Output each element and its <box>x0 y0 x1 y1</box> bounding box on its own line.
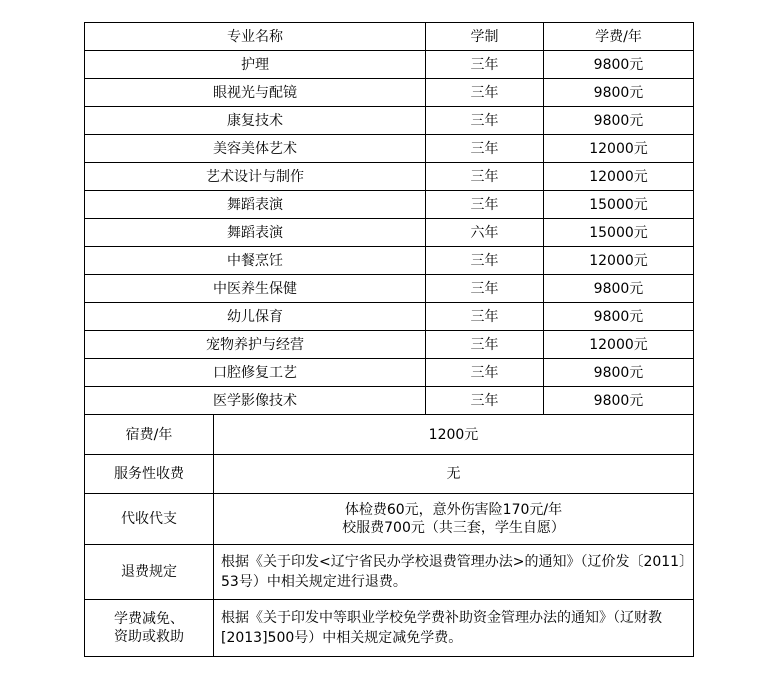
program-duration: 三年 <box>426 163 544 191</box>
program-row <box>85 359 694 387</box>
program-name: 口腔修复工艺 <box>85 359 426 387</box>
program-tuition: 9800元 <box>544 359 694 387</box>
program-name: 幼儿保育 <box>85 303 426 331</box>
refund-policy-row <box>85 545 694 600</box>
program-tuition: 9800元 <box>544 107 694 135</box>
agent-fee-line-2: 校服费700元（共三套，学生自愿） <box>342 520 565 536</box>
program-tuition: 12000元 <box>544 247 694 275</box>
header-tuition: 学费/年 <box>544 23 694 51</box>
dorm-fee-label: 宿费/年 <box>85 415 214 455</box>
program-row <box>85 79 694 107</box>
program-duration: 三年 <box>426 107 544 135</box>
program-duration: 六年 <box>426 219 544 247</box>
program-tuition: 9800元 <box>544 303 694 331</box>
program-row <box>85 387 694 415</box>
program-name: 舞蹈表演 <box>85 219 426 247</box>
program-duration: 三年 <box>426 191 544 219</box>
program-name: 美容美体艺术 <box>85 135 426 163</box>
tuition-table <box>84 22 694 657</box>
waiver-label <box>85 600 214 657</box>
program-duration: 三年 <box>426 387 544 415</box>
waiver-text: 根据《关于印发中等职业学校免学费补助资金管理办法的通知》（辽财教[2013]500号）中相关规定减免学费。 <box>214 600 694 657</box>
program-row <box>85 51 694 79</box>
program-tuition: 9800元 <box>544 387 694 415</box>
program-row <box>85 331 694 359</box>
program-tuition: 9800元 <box>544 51 694 79</box>
program-name: 医学影像技术 <box>85 387 426 415</box>
program-duration: 三年 <box>426 359 544 387</box>
program-tuition: 12000元 <box>544 331 694 359</box>
agent-fee-row <box>85 494 694 545</box>
table-header-row <box>85 23 694 51</box>
program-tuition: 12000元 <box>544 163 694 191</box>
program-row <box>85 107 694 135</box>
service-fee-value: 无 <box>214 455 694 494</box>
program-duration: 三年 <box>426 331 544 359</box>
program-tuition: 15000元 <box>544 219 694 247</box>
program-name: 中餐烹饪 <box>85 247 426 275</box>
program-name: 舞蹈表演 <box>85 191 426 219</box>
program-row <box>85 247 694 275</box>
program-tuition: 15000元 <box>544 191 694 219</box>
program-duration: 三年 <box>426 135 544 163</box>
program-name: 护理 <box>85 51 426 79</box>
program-row <box>85 135 694 163</box>
refund-policy-text: 根据《关于印发<辽宁省民办学校退费管理办法>的通知》（辽价发〔2011〕53号）中相关规定进行退费。 <box>214 545 694 600</box>
program-name: 眼视光与配镜 <box>85 79 426 107</box>
waiver-label-line-2: 资助或救助 <box>114 629 184 645</box>
program-name: 宠物养护与经营 <box>85 331 426 359</box>
program-tuition: 12000元 <box>544 135 694 163</box>
program-duration: 三年 <box>426 303 544 331</box>
waiver-label-line-1: 学费减免、 <box>114 611 184 627</box>
program-row <box>85 191 694 219</box>
program-row <box>85 303 694 331</box>
program-tuition: 9800元 <box>544 79 694 107</box>
agent-fee-value <box>214 494 694 545</box>
dorm-fee-row <box>85 415 694 455</box>
dorm-fee-value: 1200元 <box>214 415 694 455</box>
service-fee-label: 服务性收费 <box>85 455 214 494</box>
program-row <box>85 275 694 303</box>
program-duration: 三年 <box>426 79 544 107</box>
program-row <box>85 219 694 247</box>
program-name: 艺术设计与制作 <box>85 163 426 191</box>
program-name: 中医养生保健 <box>85 275 426 303</box>
program-row <box>85 163 694 191</box>
program-name: 康复技术 <box>85 107 426 135</box>
program-duration: 三年 <box>426 275 544 303</box>
agent-fee-line-1: 体检费60元，意外伤害险170元/年 <box>344 502 563 518</box>
waiver-row <box>85 600 694 657</box>
program-duration: 三年 <box>426 247 544 275</box>
header-duration: 学制 <box>426 23 544 51</box>
header-major: 专业名称 <box>85 23 426 51</box>
program-tuition: 9800元 <box>544 275 694 303</box>
program-duration: 三年 <box>426 51 544 79</box>
refund-policy-label: 退费规定 <box>85 545 214 600</box>
agent-fee-label: 代收代支 <box>85 494 214 545</box>
service-fee-row <box>85 455 694 494</box>
